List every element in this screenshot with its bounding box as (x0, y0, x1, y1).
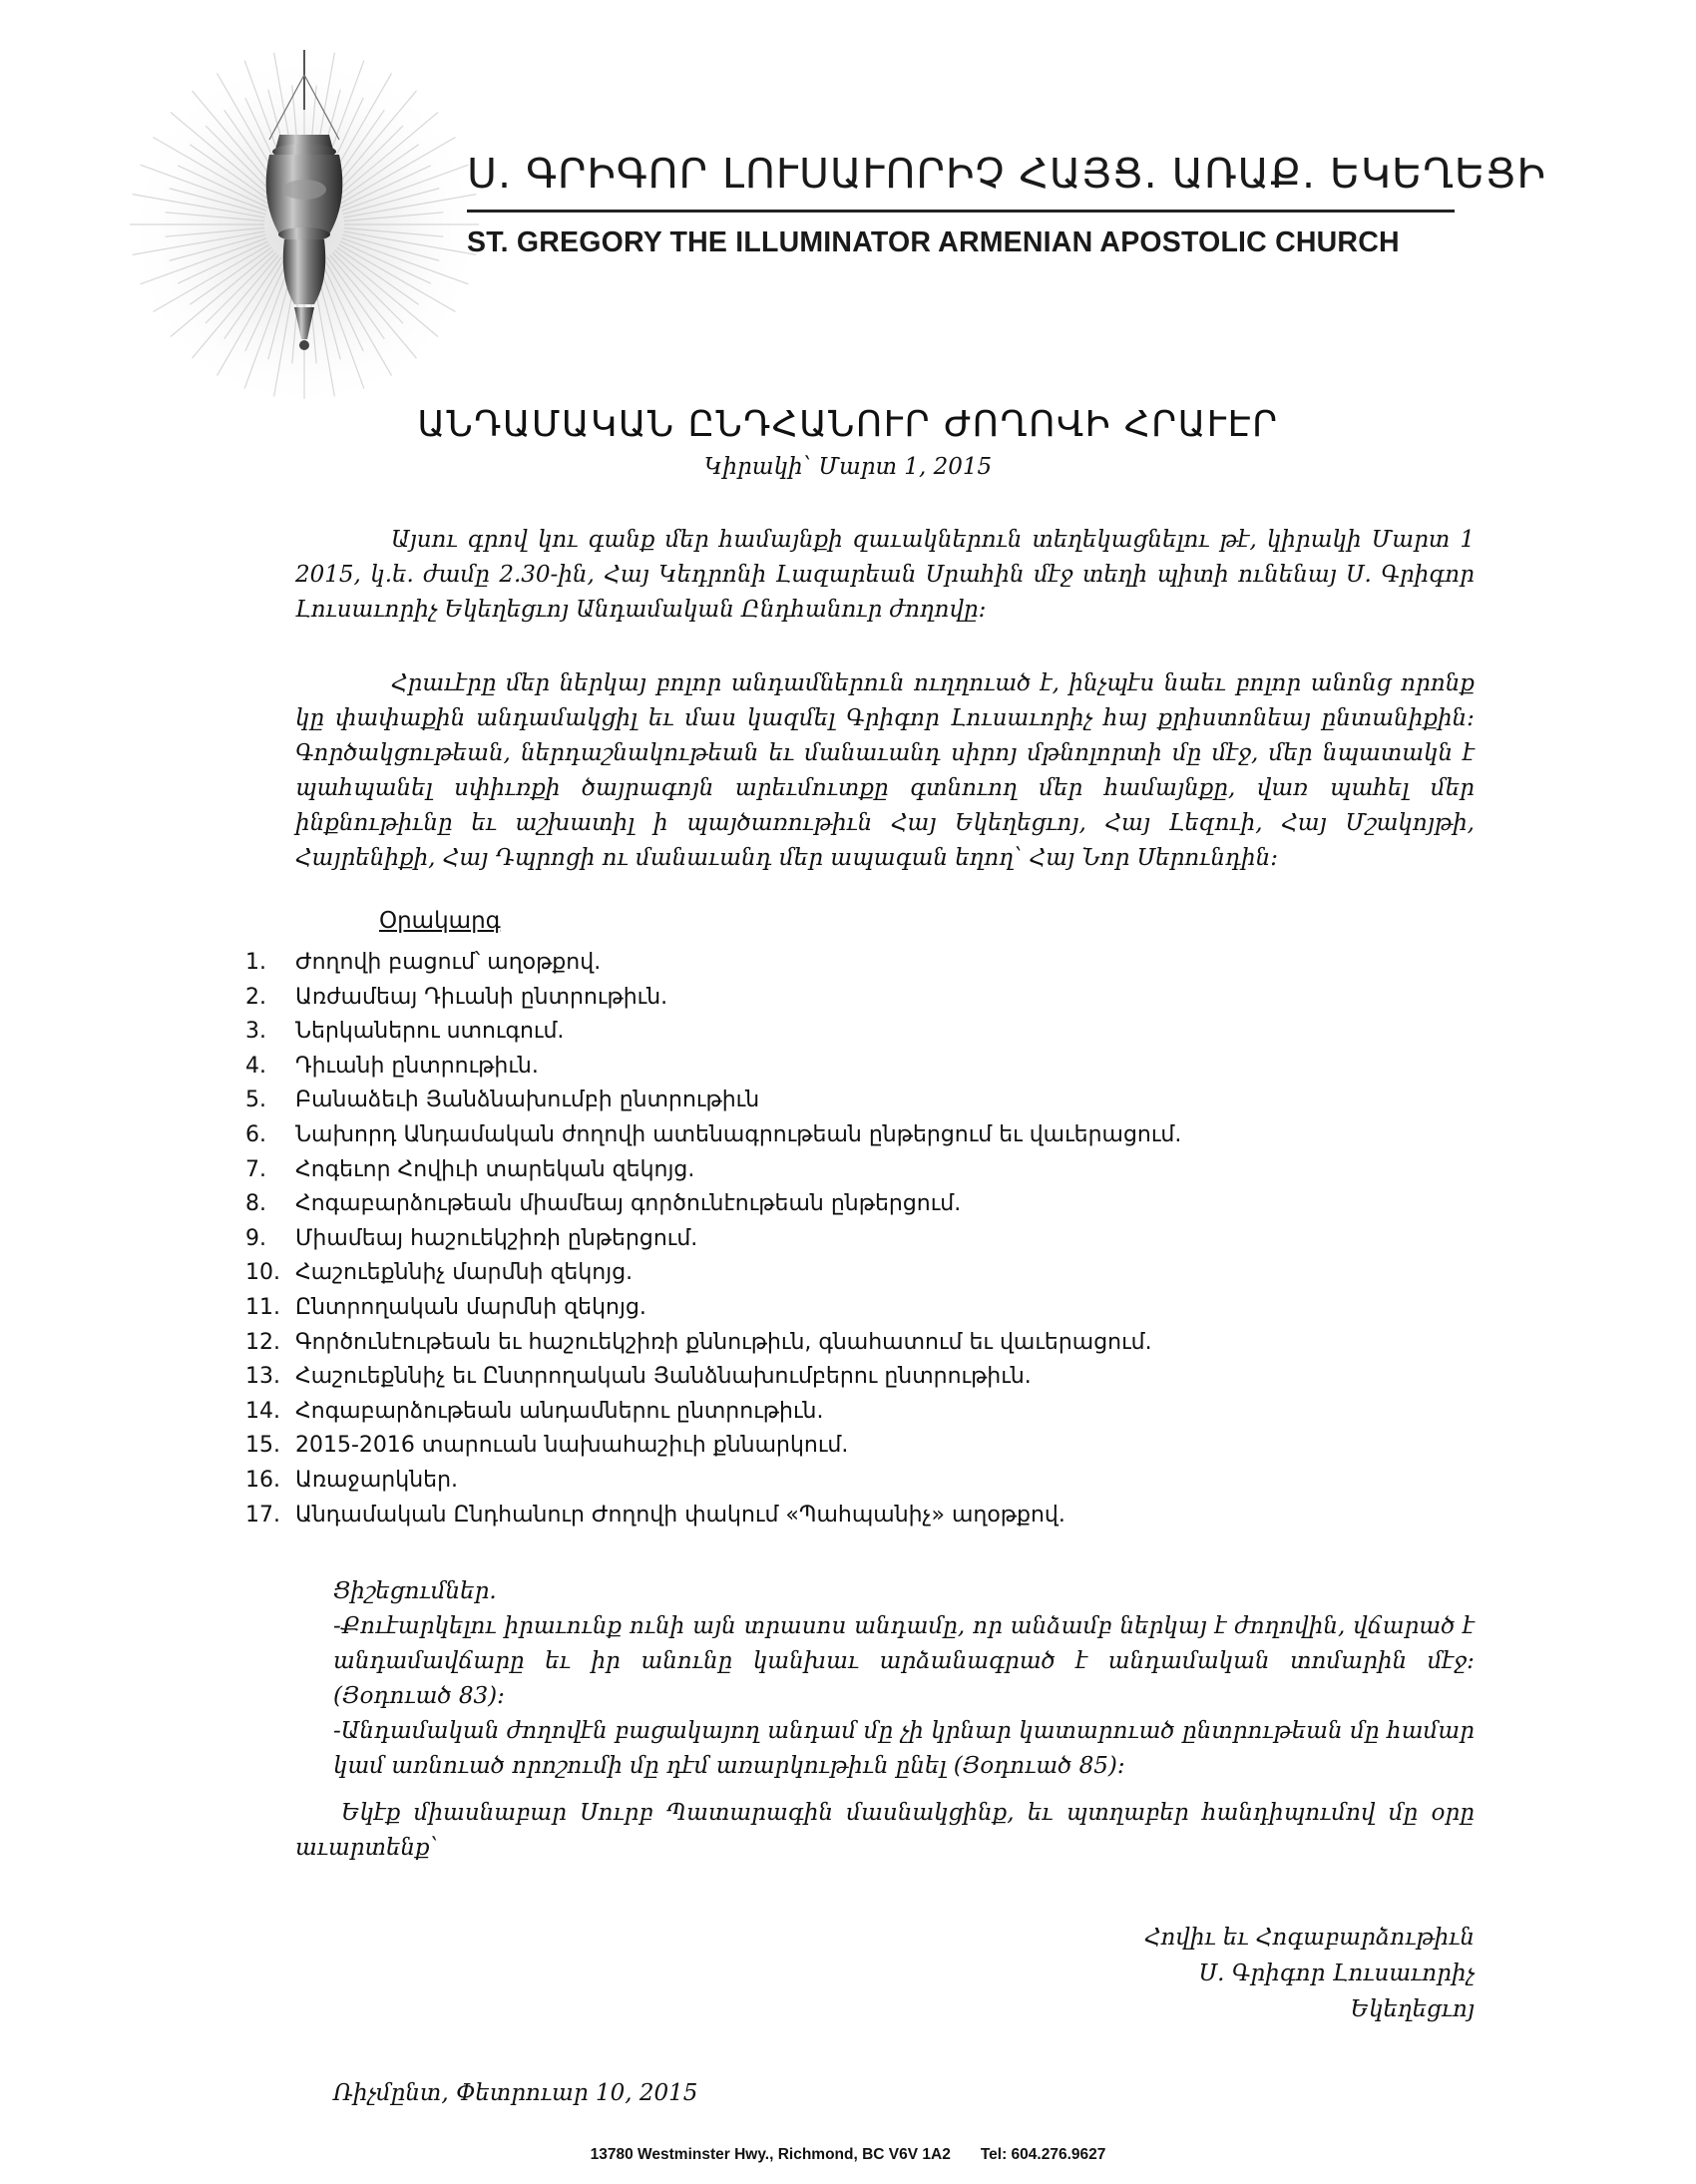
church-name-armenian: Ս. ԳՐԻԳՈՐ ԼՈՒՍԱՒՈՐԻՉ ՀԱՅՑ. ԱՌԱՔ. ԵԿԵՂԵՑԻ (467, 150, 1546, 198)
closing-paragraph (295, 1796, 1475, 1866)
agenda-item: 3. Ներկաներու ստուգում. (245, 1019, 565, 1045)
signature-line: Եկեղեցւոյ (1350, 1996, 1475, 2022)
church-lamp-logo (120, 30, 489, 399)
agenda-item: 5. Բանաձեւի Յանձնախումբի ընտրութիւն (245, 1088, 760, 1113)
agenda-item: 11. Ընտրողական մարմնի զեկոյց. (245, 1294, 646, 1320)
agenda-item: 7. Հոգեւոր Հովիւի տարեկան զեկոյց. (245, 1156, 695, 1182)
reminders-heading: Ցիշեցումներ. (333, 1578, 497, 1604)
document-title: ԱՆԴԱՄԱԿԱՆ ԸՆԴՀԱՆՈՒՐ ԺՈՂՈՎԻ ՀՐԱՒԷՐ (417, 404, 1279, 445)
letterhead (0, 0, 1696, 379)
header-divider (467, 210, 1455, 213)
signature-line: Ս. Գրիգոր Լուսաւորիչ (1198, 1961, 1475, 1986)
reminders (333, 1574, 1475, 1784)
agenda-item: 14. Հոգաբարձութեան անդամներու ընտրութիւն. (245, 1398, 824, 1424)
closing-text: Եկէք միասնաբար Սուրբ Պատարագին մասնակցինք, եւ պտղաբեր հանդիպումով մը օրը աւարտենք՝ (295, 1800, 1475, 1861)
intro-text: Այսու գրով կու գանք մեր համայնքի զաւակներուն տեղեկացնելու թէ, կիրակի Մարտ 1 2015, կ.ե. ժամը 2.30-ին, Հայ Կեդրոնի Լազարեան Սրահին մէջ տեղի պիտի ունենայ Ս. Գրիգոր Լուսաւորիչ Եկեղեցւոյ Անդամական Ընդհանուր ժողովը։ (295, 527, 1475, 623)
invitation-text: Հրաւէրը մեր ներկայ բոլոր անդամներուն ուղղուած է, ինչպէս նաեւ բոլոր անոնց որոնք կը փափաքին անդամակցիլ եւ մաս կազմել Գրիգոր Լուսաւորիչ հայ քրիստոնեայ ընտանիքին։ Գործակցութեան, ներդաշնակութեան եւ մանաւանդ սիրոյ մթնոլորտի մը մէջ, մեր նպատակն է պահպանել սփիւռքի ծայրագոյն արեւմուտքը գտնուող մեր համայնքը, վառ պահել մեր ինքնութիւնը եւ աշխատիլ ի պայծառութիւն Հայ Եկեղեցւոյ, Հայ Լեզուի, Հայ Մշակոյթի, Հայրենիքի, Հայ Դպրոցի ու մանաւանդ մեր ապագան եղող՝ Հայ Նոր Սերունդին։ (295, 670, 1475, 871)
agenda-item: 4. Դիւանի ընտրութիւն. (245, 1053, 539, 1079)
signature-line: Հովիւ եւ Հոգաբարձութիւն (1143, 1925, 1475, 1951)
footer-address: 13780 Westminster Hwy., Richmond, BC V6V 1A2 (590, 2146, 951, 2163)
church-name-english: ST. GREGORY THE ILLUMINATOR ARMENIAN APOSTOLIC CHURCH (467, 226, 1400, 258)
agenda-item: 12. Գործունէութեան եւ հաշուեկշիռի քննութիւն, գնահատում եւ վաւերացում. (245, 1329, 1152, 1355)
meeting-date: Կիրակի՝ Մարտ 1, 2015 (703, 454, 993, 480)
place-and-date: Ռիչմընտ, Փետրուար 10, 2015 (333, 2080, 698, 2106)
intro-paragraph (295, 523, 1475, 628)
agenda-item: 8. Հոգաբարձութեան միամեայ գործունէութեան ընթերցում. (245, 1191, 962, 1217)
agenda-list (245, 946, 1181, 1532)
signature-block (1144, 1920, 1475, 2027)
agenda-item: 17. Անդամական Ընդհանուր Ժողովի փակում «Պահպանիչ» աղօթքով. (245, 1502, 1065, 1528)
agenda-item: 13. Հաշուեքննիչ եւ Ընտրողական Յանձնախումբերու ընտրութիւն. (245, 1364, 1032, 1390)
agenda-item: 10. Հաշուեքննիչ մարմնի զեկոյց. (245, 1260, 634, 1286)
agenda-item: 16. Առաջարկներ. (245, 1467, 459, 1493)
invitation-paragraph (295, 666, 1475, 876)
footer-contact (0, 2146, 1696, 2164)
church-names (467, 150, 1546, 259)
reminder-voting-rights: -Քուէարկելու իրաւունք ունի այն տրասոս անդամը, որ անձամբ ներկայ է ժողովին, վճարած է անդամավճարը եւ իր անունը կանխաւ արձանագրած է անդամական տոմարին մէջ։ (Յօդուած 83)։ (333, 1613, 1475, 1709)
agenda-item: 9. Միամեայ հաշուեկշիռի ընթերցում. (245, 1225, 698, 1251)
agenda-heading: Օրակարգ (379, 908, 501, 934)
footer-phone: Tel: 604.276.9627 (980, 2146, 1106, 2163)
reminder-absent-members: -Անդամական ժողովէն բացակայող անդամ մը չի կրնար կատարուած ընտրութեան մը համար կամ առնուած որոշումի մը դէմ առարկութիւն ընել (Յօդուած 85)։ (333, 1718, 1475, 1779)
agenda-item: 1. Ժողովի բացում՝ աղօթքով. (245, 950, 602, 975)
agenda-item: 6. Նախորդ Անդամական ժողովի ատենագրութեան ընթերցում եւ վաւերացում. (245, 1121, 1182, 1147)
agenda-item: 15. 2015-2016 տարուան նախահաշիւի քննարկում. (245, 1433, 849, 1459)
agenda-item: 2. Առժամեայ Դիւանի ընտրութիւն. (245, 984, 668, 1010)
